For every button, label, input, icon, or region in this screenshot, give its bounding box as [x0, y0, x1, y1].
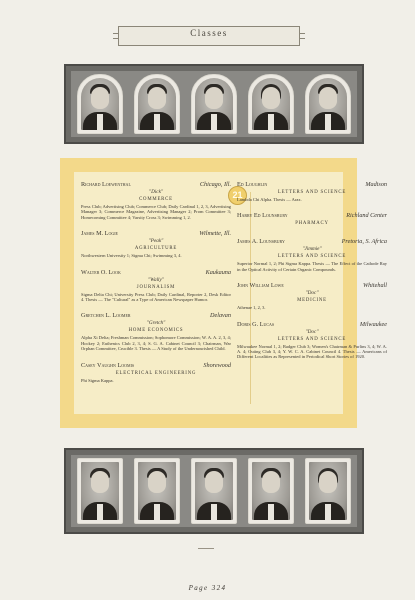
student-hometown: Pretoria, S. Africa: [341, 238, 387, 246]
student-name-line: [81, 230, 231, 238]
student-hometown: Milwaukee: [359, 320, 387, 328]
student-name: Casey Vaughn Loomis: [81, 361, 135, 369]
student-portrait: [134, 458, 180, 524]
student-entry: [237, 212, 387, 228]
student-department: COMMERCE: [139, 197, 173, 202]
student-activities: Superior Normal 1, 2; Phi Sigma Kappa. Thesis — The Effect of the Cathode Ray in the Optical Activity of Certain Organic Compounds.: [237, 261, 387, 272]
student-entry: [81, 312, 231, 351]
student-activities: Northwestern University 1; Sigma Chi; Swimming 3, 4.: [81, 253, 182, 259]
left-biography-column: [81, 181, 231, 393]
portrait-face: [205, 87, 223, 109]
student-activities: Sigma Delta Chi; University Press Club; Daily Cardinal, Reporter 2, Desk Editor 4. Thesis — The "Cultural" as a Type of American Newspaper Humor.: [81, 291, 231, 303]
student-hometown: Madison: [365, 181, 387, 188]
student-activities: Phi Sigma Kappa.: [81, 377, 114, 383]
student-entry: [237, 181, 387, 202]
student-name-line: [237, 212, 387, 220]
bottom-photo-row: [71, 455, 357, 527]
student-name: John William Lowe: [237, 282, 284, 290]
student-entry: [81, 230, 231, 258]
student-portrait: [134, 74, 180, 134]
top-photo-row: [71, 71, 357, 137]
student-portrait: [191, 458, 237, 524]
class-year-badge: 21: [228, 186, 247, 205]
portrait-shirt: [97, 114, 103, 130]
portrait-shirt: [211, 114, 217, 130]
student-activities: Milwaukee Normal 1, 2; Badger Club 3; Women's Chairman & Purlins 3, 4; W. A. A. 4; Outing Club 3, 4; Y. W. C. A. Cabinet Council 4. Thesis — Americans of Different Localities as Represented in Periodical Short Stories of 1920.: [237, 343, 387, 360]
student-department: LETTERS AND SCIENCE: [277, 190, 347, 195]
student-nickname: "Gretch": [146, 320, 166, 327]
student-name-line: [81, 181, 231, 189]
portrait-face: [148, 471, 166, 493]
student-entry: [81, 269, 231, 303]
student-entry: [237, 321, 387, 360]
portrait-face: [262, 87, 280, 109]
student-portrait: [305, 458, 351, 524]
portrait-face: [319, 87, 337, 109]
student-hometown: Kaukauna: [205, 268, 231, 276]
portrait-shirt: [268, 504, 274, 520]
student-department: JOURNALISM: [136, 284, 176, 290]
bottom-photo-strip: [64, 448, 364, 534]
student-name-line: [237, 282, 387, 290]
portrait-shirt: [154, 504, 160, 520]
student-department: LETTERS AND SCIENCE: [277, 254, 347, 260]
student-name: Walter O. Look: [81, 268, 121, 276]
student-nickname: "Wally": [148, 276, 164, 283]
student-name-line: [81, 362, 231, 370]
student-entry: [81, 362, 231, 383]
portrait-shirt: [211, 504, 217, 520]
student-name: James M. Logie: [81, 230, 118, 238]
header-banner: [118, 26, 300, 46]
portrait-shirt: [97, 504, 103, 520]
portrait-shirt: [325, 504, 331, 520]
student-nickname: "Doc": [305, 328, 319, 335]
student-activities: Lambda Chi Alpha. Thesis — Arax.: [237, 197, 302, 202]
student-portrait: [77, 458, 123, 524]
student-name: Richard Loewenthal: [81, 181, 131, 188]
student-nickname: "Peak": [148, 238, 164, 245]
student-name: James A. Lounsbury: [237, 238, 285, 246]
student-hometown: Richland Center: [346, 212, 387, 220]
student-activities: Alpha Xi Delta; Freshman Commission; Sophomore Commission; W. A. A. 2, 3, 4; Hockey 2; Euthenics Club 2, 3, 4; S. G. A. Cabinet Council 3; Chairman, War Orphan Committee, Crucible 3. Thesis — A Study of the Undernourished Child.: [81, 335, 231, 352]
student-department: MEDICINE: [297, 298, 327, 304]
student-name: Harry Ed Lounsbury: [237, 212, 288, 220]
student-department: HOME ECONOMICS: [128, 328, 184, 334]
student-name: Gretchen L. Loomer: [81, 312, 131, 320]
student-portrait: [248, 458, 294, 524]
student-nickname: "Doc": [305, 290, 319, 297]
student-portrait: [191, 74, 237, 134]
portrait-face: [91, 471, 109, 493]
student-entry: [237, 282, 387, 310]
student-department: AGRICULTURE: [134, 246, 178, 252]
portrait-face: [262, 471, 280, 493]
student-hometown: Whitehall: [362, 282, 387, 290]
student-hometown: Shorewood: [203, 361, 231, 369]
student-department: PHARMACY: [295, 221, 329, 227]
student-nickname: "Dick": [148, 189, 164, 195]
portrait-shirt: [154, 114, 160, 130]
student-name: Ed Loughlin: [237, 181, 268, 188]
student-portrait: [77, 74, 123, 134]
page-header-title: Classes: [190, 28, 228, 38]
top-photo-strip: [64, 64, 364, 144]
student-department: ELECTRICAL ENGINEERING: [115, 370, 197, 376]
student-entry: [81, 181, 231, 220]
student-activities: Press Club; Advertising Club; Commerce Club; Daily Cardinal 1, 2, 3, Advertising Manager 3; Commerce Magazine, Advertising Manager 2; Prom Committee 3; Homecoming Committee 4; Varsity Cross 3; Swimming 1, 2.: [81, 204, 231, 220]
student-activities: Athenae 1, 2, 3.: [237, 305, 266, 311]
student-hometown: Chicago, Ill.: [199, 181, 231, 188]
portrait-shirt: [268, 114, 274, 130]
portrait-face: [91, 87, 109, 109]
student-name: Doris G. Lucas: [237, 320, 275, 328]
right-biography-column: [237, 181, 387, 370]
portrait-face: [148, 87, 166, 109]
student-portrait: [248, 74, 294, 134]
student-name-line: [237, 181, 387, 189]
student-name-line: [237, 238, 387, 246]
footer-ornament: [198, 542, 214, 549]
student-name-line: [237, 321, 387, 329]
student-hometown: Delavan: [210, 312, 231, 320]
student-hometown: Wilmette, Ill.: [199, 230, 231, 238]
student-entry: [237, 238, 387, 272]
student-portrait: [305, 74, 351, 134]
student-department: LETTERS AND SCIENCE: [277, 336, 347, 342]
student-name-line: [81, 269, 231, 277]
portrait-face: [205, 471, 223, 493]
portrait-shirt: [325, 114, 331, 130]
student-nickname: "Jimmie": [302, 246, 322, 253]
student-name-line: [81, 312, 231, 320]
portrait-face: [319, 471, 337, 493]
page-number: Page 324: [188, 584, 227, 592]
